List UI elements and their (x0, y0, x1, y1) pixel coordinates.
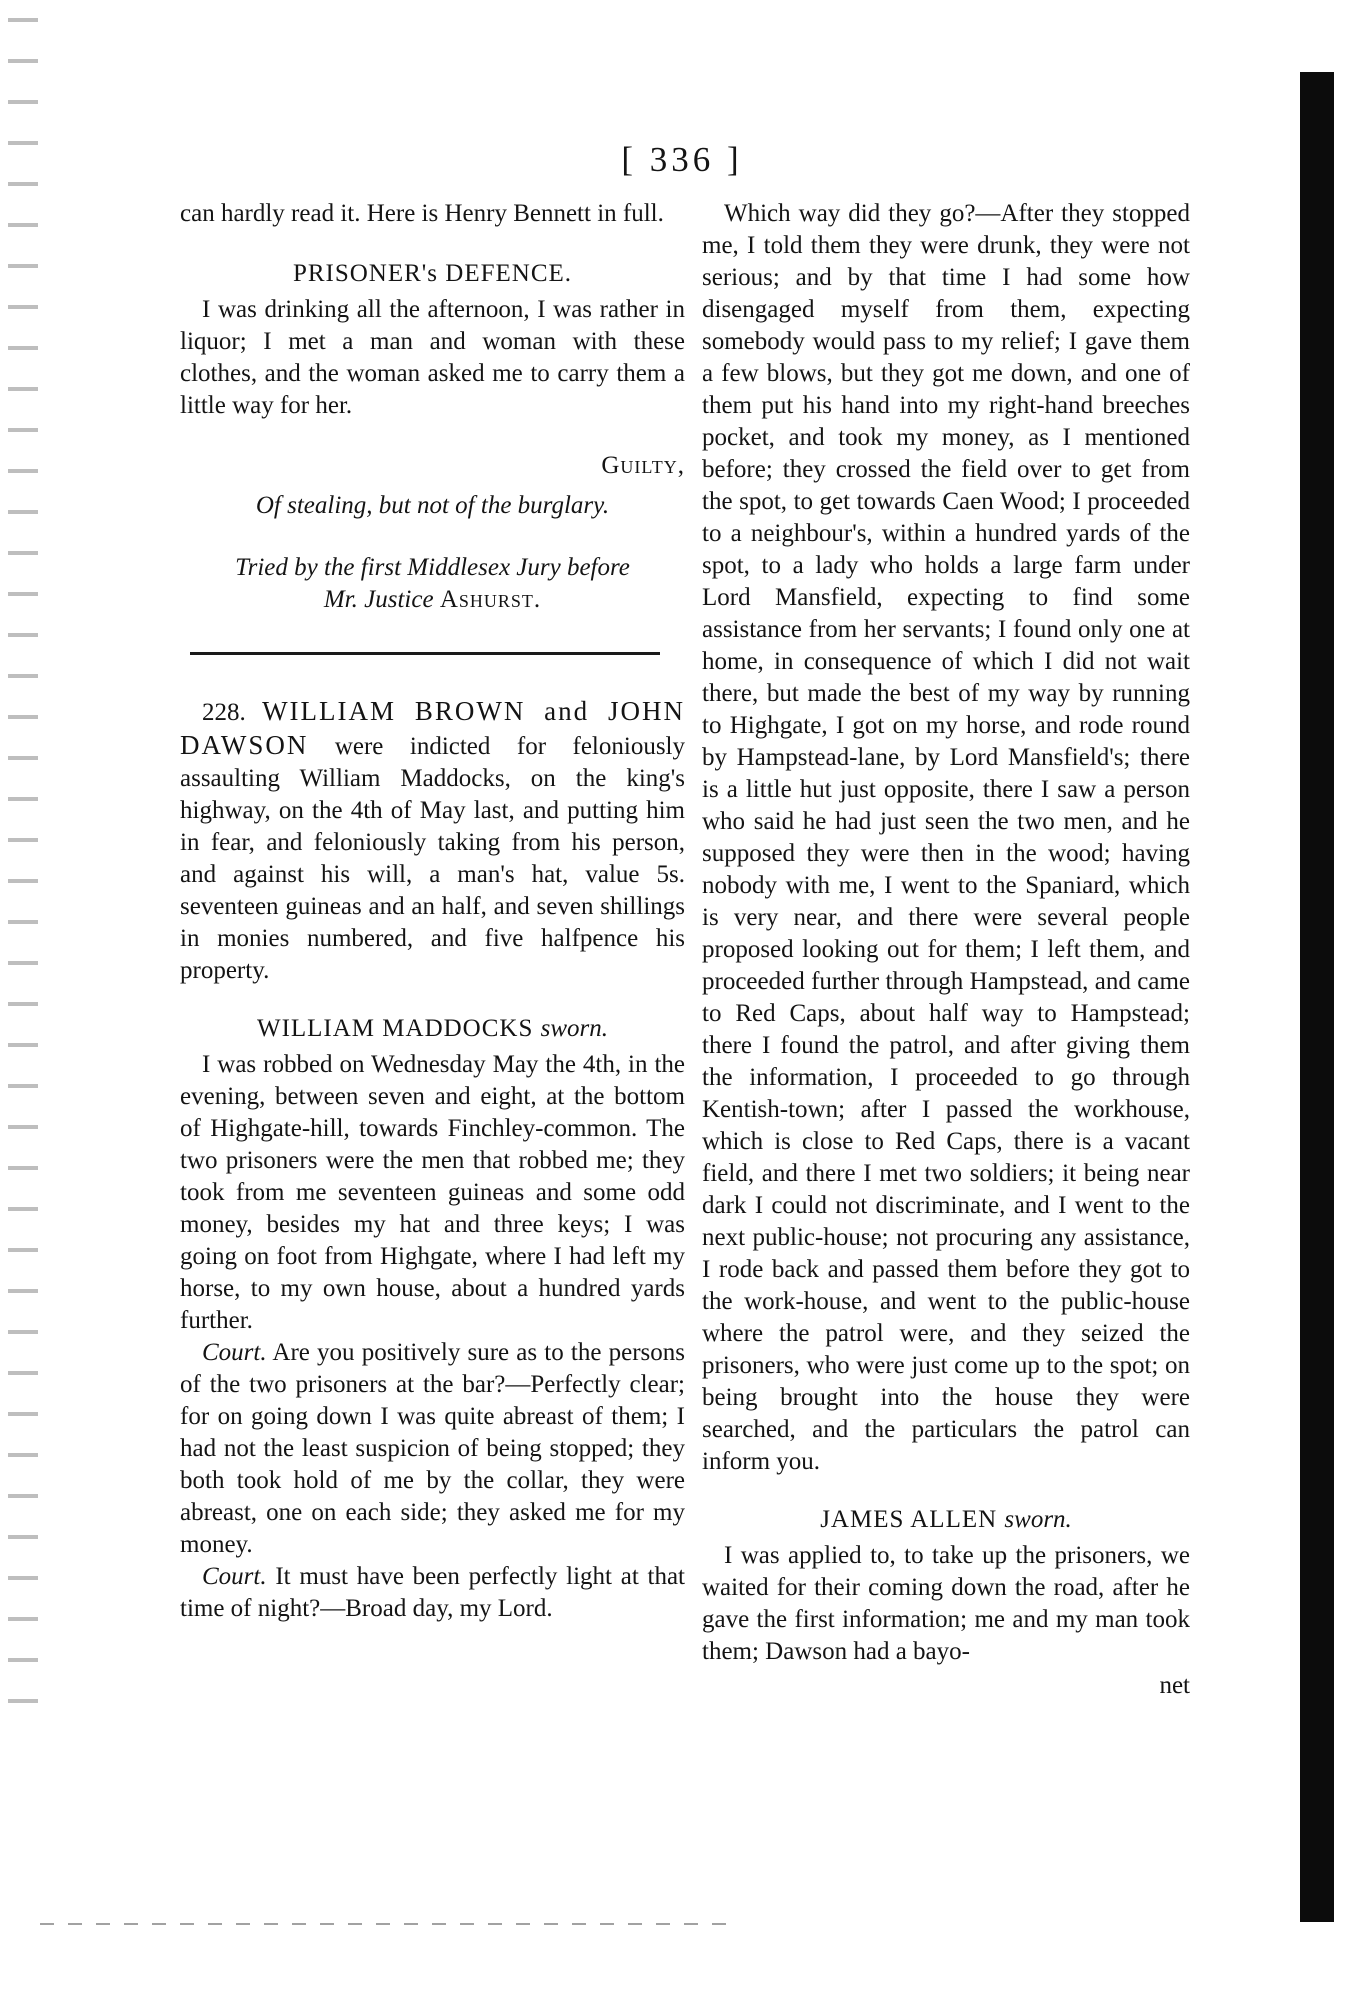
court-question-text: It must have been perfectly light at that time of night?—Broad day, my Lord. (180, 1563, 686, 1622)
witness-heading (180, 1013, 685, 1045)
case-text: were indicted for feloniously assaulting William Maddocks, on the king's highway, on the 4th of May last, and putting him in fear, and feloniously taking from his person, and against his will, a man's hat, value 5s. seventeen guineas and an half, and seven shillings in monies numbered, and five halfpence his property. (180, 733, 685, 984)
court-label: Court. (202, 1563, 267, 1590)
witness-heading (702, 1504, 1190, 1536)
witness-testimony: I was robbed on Wednesday May the 4th, in the evening, between seven and eight, at the bottom of Highgate-hill, towards Finchley-common. The two prisoners were the men that robbed me; they took from me seventeen guineas and some odd money, besides my hat and three keys; I was going on foot from Highgate, where I had left my horse, to my own house, about a hundred yards further. (180, 1051, 685, 1334)
scan-binding-shadow (1300, 72, 1334, 1922)
court-question (180, 1337, 685, 1561)
trial-note-prefix: Tried by the first Middlesex Jury before (235, 554, 630, 581)
left-column (180, 198, 685, 1625)
verdict-note: Of stealing, but not of the burglary. (255, 492, 610, 519)
defendant-names: WILLIAM BROWN and JOHN DAWSON (180, 696, 685, 760)
case-paragraph (180, 695, 685, 987)
scan-bottom-artifact (40, 1923, 740, 1925)
defence-text: I was drinking all the afternoon, I was rather in liquor; I met a man and woman with these clothes, and the woman asked me to carry them a little way for her. (180, 296, 685, 419)
sworn-label: sworn. (1004, 1506, 1072, 1533)
trial-note (180, 552, 685, 616)
witness-testimony: I was applied to, to take up the prisoners, we waited for their coming down the road, after he gave the first information; me and my man took them; Dawson had a bayo- (702, 1542, 1190, 1665)
case-number: 228. (202, 699, 246, 726)
scan-edge-artifact (8, 0, 38, 1720)
continuation-text: can hardly read it. Here is Henry Bennett in full. (180, 200, 664, 227)
witness-name: WILLIAM MADDOCKS (256, 1015, 534, 1042)
court-label: Court. (202, 1339, 267, 1366)
court-question-text: Are you positively sure as to the persons of the two prisoners at the bar?—Perfectly clear; for on going down I was quite abreast of them; I had not the least suspicion of being stopped; they both took hold of me by the collar, they were abreast, one on each side; they asked me for my money. (180, 1339, 685, 1558)
witness-name: JAMES ALLEN (820, 1506, 998, 1533)
section-divider (190, 652, 660, 655)
judge-title: Mr. Justice (323, 586, 434, 613)
testimony-continuation: Which way did they go?—After they stopped me, I told them they were drunk, they were not serious; and by that time I had some how disengaged myself from them, expecting somebody would pass to my relief; I gave them a few blows, but they got me down, and one of them put his hand into my right-hand breeches pocket, and took my money, as I mentioned before; they crossed the field over to get from the spot, to get towards Caen Wood; I proceeded to a neighbour's, within a hundred yards of the spot, to a lady who holds a large farm under Lord Mansfield, expecting to find some assistance from her servants; I found only one at home, in consequence of which I did not wait there, but made the best of my way by running to Highgate, I got on my horse, and rode round by Hampstead-lane, by Lord Mansfield's; there is a little hut just opposite, there I saw a person who said he had just seen the two men, and he supposed they were then in the wood; having nobody with me, I went to the Spaniard, which is very near, and there were several people proposed looking out for them; I left them, and proceeded further through Hampstead, and came to Red Caps, about half way to Hampstead; there I found the patrol, and after giving them the information, I proceeded to go through Kentish-town; after I passed the workhouse, which is close to Red Caps, there is a vacant field, and there I met two soldiers; it being near dark I could not discriminate, and I went to the next public-house; not procuring any assistance, I rode back and passed them before they got to the work-house, and went to the public-house where the patrol were, and they seized the prisoners, who were just come up to the spot; on being brought into the house they were searched, and the particulars the patrol can inform you. (702, 200, 1190, 1475)
right-column (702, 198, 1190, 1702)
judge-name: Ashurst. (439, 586, 542, 613)
catchword: net (1159, 1672, 1190, 1699)
defence-heading: PRISONER's DEFENCE. (292, 260, 573, 287)
court-question (180, 1561, 685, 1625)
page-number: [ 336 ] (621, 140, 743, 179)
verdict: Guilty, (601, 452, 685, 479)
sworn-label: sworn. (540, 1015, 609, 1042)
